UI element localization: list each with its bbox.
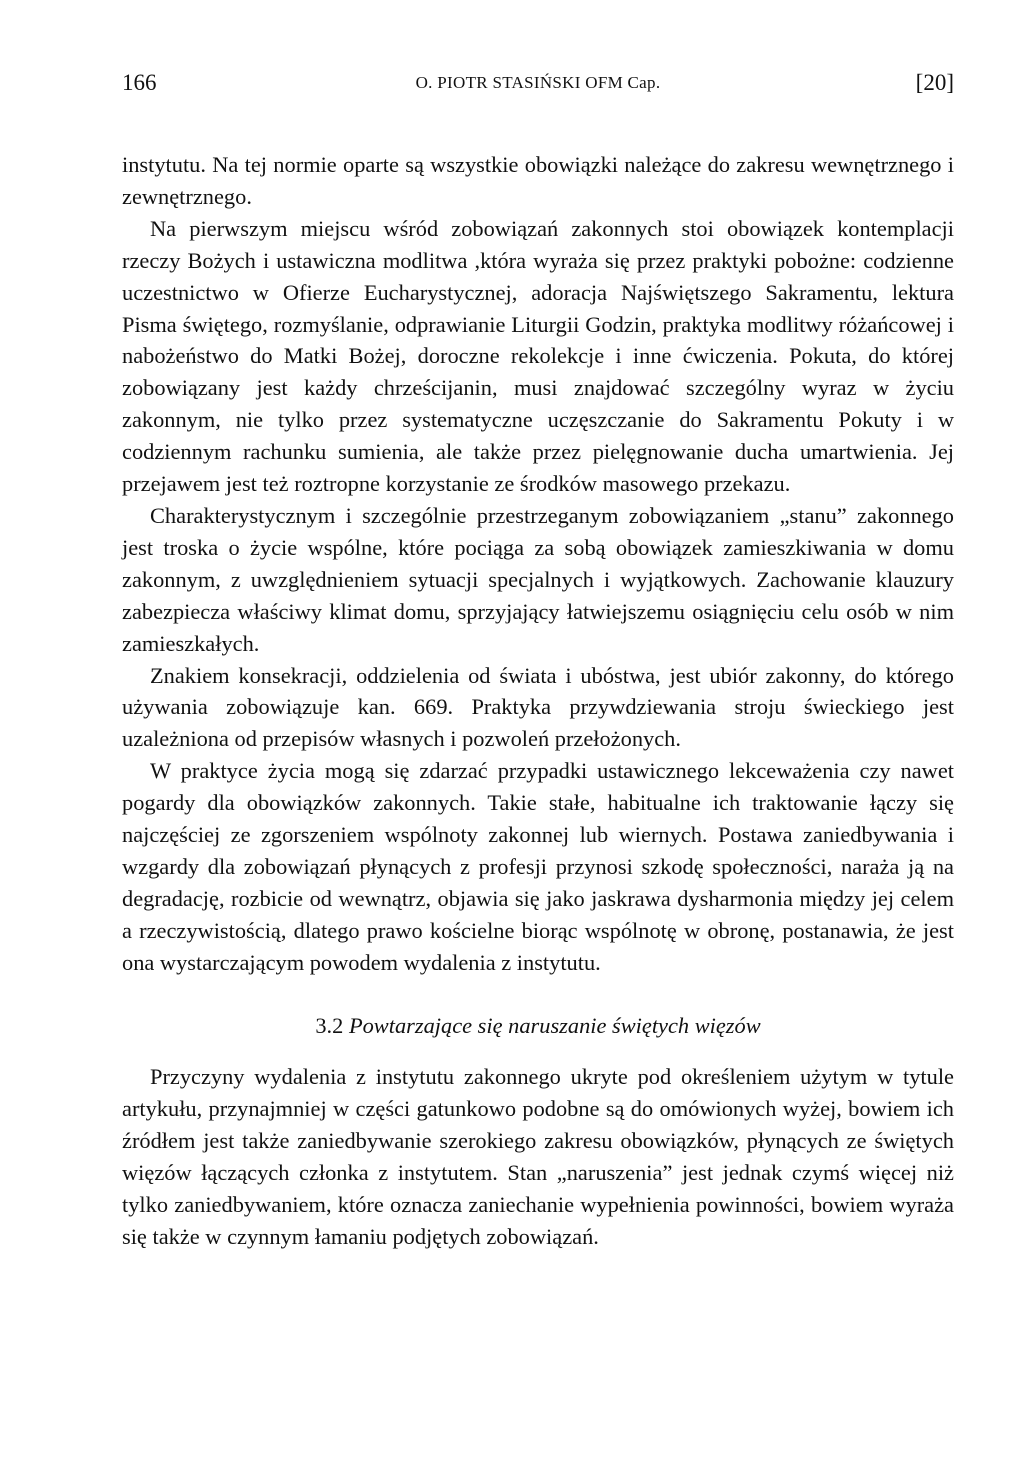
paragraph: Przyczyny wydalenia z instytutu zakonnego ukryte pod określeniem użytym w tytule artykułu, przynajmniej w części gatunkowo podobne są do omówionych wyżej, bowiem ich źródłem jest także zaniedbywanie szerokiego zakresu obowiązków, płynących ze świętych więzów łączących członka z instytutem. Stan „naruszenia” jest jednak czymś więcej niż tylko zaniedbywaniem, które oznacza zaniechanie wypełnienia powinności, bowiem wyraża się także w czynnym łamaniu podjętych zobowiązań.	[122, 1064, 954, 1249]
body-text	[122, 149, 954, 1253]
paragraph: Charakterystycznym i szczególnie przestrzeganym zobowiązaniem „stanu” zakonnego jest troska o życie wspólne, które pociąga za sobą obowiązek zamieszkiwania w domu zakonnym, z uwzględnieniem sytuacji specjalnych i wyjątkowych. Zachowanie klauzury zabezpiecza właściwy klimat domu, sprzyjający łatwiejszemu osiągnięciu celu osób w nim zamieszkałych.	[122, 502, 954, 656]
section-heading-title: Powtarzające się naruszanie świętych więzów	[348, 1012, 761, 1038]
running-header	[122, 70, 954, 110]
paragraph: Znakiem konsekracji, oddzielenia od świata i ubóstwa, jest ubiór zakonny, do którego używania zobowiązuje kan. 669. Praktyka przywdziewania stroju świeckiego jest uzależniona od przepisów własnych i pozwoleń przełożonych.	[122, 662, 954, 752]
page-number: 166	[122, 70, 157, 95]
section-number: [20]	[915, 70, 954, 95]
paragraph: Na pierwszym miejscu wśród zobowiązań zakonnych stoi obowiązek kontemplacji rzeczy Bożych i ustawiczna modlitwa ,która wyraża się przez praktyki pobożne: codzienne uczestnictwo w Ofierze Eucharystycznej, adoracja Najświętszego Sakramentu, lektura Pisma świętego, rozmyślanie, odprawianie Liturgii Godzin, praktyka modlitwy różańcowej i nabożeństwo do Matki Bożej, doroczne rekolekcje i inne ćwiczenia. Pokuta, do której zobowiązany jest każdy chrześcijanin, musi znajdować szczególny wyraz w życiu zakonnym, nie tylko przez systematyczne uczęszczanie do Sakramentu Pokuty i w codziennym rachunku sumienia, ale także przez pielęgnowanie ducha umartwienia. Jej przejawem jest też roztropne korzystanie ze środków masowego przekazu.	[122, 215, 954, 497]
section-heading-number: 3.2	[315, 1012, 344, 1038]
document-page	[122, 70, 954, 1253]
paragraph: W praktyce życia mogą się zdarzać przypadki ustawicznego lekceważenia czy nawet pogardy dla obowiązków zakonnych. Takie stałe, habitualne ich traktowanie łączy się najczęściej ze zgorszeniem wspólnoty zakonnej lub wiernych. Postawa zaniedbywania i wzgardy dla zobowiązań płynących z profesji przynosi szkodę społeczności, naraża ją na degradację, rozbicie od wewnątrz, objawia się jako jaskrawa dysharmonia między jej celem a rzeczywistością, dlatego prawo kościelne biorąc wspólnotę w obronę, postanawia, że jest ona wystarczającym powodem wydalenia z instytutu.	[122, 758, 954, 975]
paragraph-continuation: instytutu. Na tej normie oparte są wszystkie obowiązki należące do zakresu wewnętrznego i zewnętrznego.	[122, 152, 954, 209]
section-heading	[122, 1010, 954, 1042]
running-title: O. PIOTR STASIŃSKI OFM Cap.	[415, 73, 661, 92]
